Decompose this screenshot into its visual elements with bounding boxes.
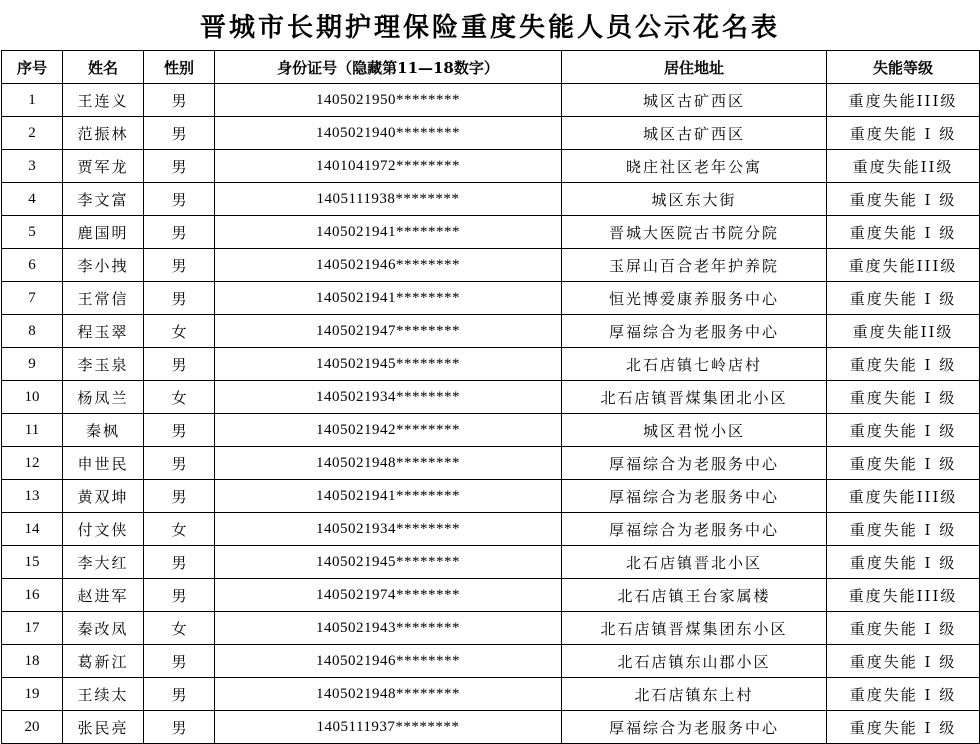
table-row — [2, 645, 980, 678]
table-row — [2, 447, 980, 480]
cell-id: 1405021948******** — [215, 447, 562, 480]
table-row — [2, 612, 980, 645]
cell-gender: 男 — [144, 249, 215, 282]
table-row — [2, 249, 980, 282]
cell-no: 13 — [2, 480, 63, 513]
cell-gender: 男 — [144, 480, 215, 513]
cell-no: 12 — [2, 447, 63, 480]
cell-address: 玉屏山百合老年护养院 — [562, 249, 827, 282]
cell-name: 秦改凤 — [63, 612, 144, 645]
cell-no: 19 — [2, 678, 63, 711]
cell-no: 15 — [2, 546, 63, 579]
table-row — [2, 348, 980, 381]
cell-level: 重度失能 I 级 — [827, 183, 980, 216]
cell-name: 鹿国明 — [63, 216, 144, 249]
table-row — [2, 315, 980, 348]
cell-no: 16 — [2, 579, 63, 612]
header-address: 居住地址 — [562, 51, 827, 84]
cell-level: 重度失能II级 — [827, 315, 980, 348]
table-row — [2, 150, 980, 183]
cell-address: 厚福综合为老服务中心 — [562, 480, 827, 513]
cell-address: 城区君悦小区 — [562, 414, 827, 447]
cell-level: 重度失能III级 — [827, 579, 980, 612]
cell-id: 1405021943******** — [215, 612, 562, 645]
table-row — [2, 513, 980, 546]
cell-gender: 女 — [144, 315, 215, 348]
document-title: 晋城市长期护理保险重度失能人员公示花名表 — [199, 12, 780, 43]
cell-level: 重度失能 I 级 — [827, 546, 980, 579]
cell-level: 重度失能 I 级 — [827, 348, 980, 381]
cell-name: 申世民 — [63, 447, 144, 480]
table-header-row — [2, 51, 980, 84]
cell-level: 重度失能 I 级 — [827, 678, 980, 711]
cell-id: 1405021945******** — [215, 348, 562, 381]
cell-name: 王连义 — [63, 84, 144, 117]
cell-level: 重度失能 I 级 — [827, 447, 980, 480]
cell-level: 重度失能 I 级 — [827, 381, 980, 414]
cell-gender: 女 — [144, 381, 215, 414]
cell-id: 1405021942******** — [215, 414, 562, 447]
cell-name: 李大红 — [63, 546, 144, 579]
cell-level: 重度失能 I 级 — [827, 282, 980, 315]
cell-no: 5 — [2, 216, 63, 249]
cell-level: 重度失能III级 — [827, 84, 980, 117]
table-row — [2, 282, 980, 315]
cell-address: 厚福综合为老服务中心 — [562, 447, 827, 480]
cell-address: 城区古矿西区 — [562, 117, 827, 150]
cell-gender: 男 — [144, 645, 215, 678]
cell-name: 李小拽 — [63, 249, 144, 282]
cell-name: 秦枫 — [63, 414, 144, 447]
cell-gender: 男 — [144, 117, 215, 150]
cell-address: 厚福综合为老服务中心 — [562, 513, 827, 546]
cell-no: 7 — [2, 282, 63, 315]
table-row — [2, 711, 980, 744]
cell-no: 2 — [2, 117, 63, 150]
cell-name: 杨凤兰 — [63, 381, 144, 414]
header-id: 身份证号（隐藏第11—18数字） — [215, 51, 562, 84]
header-level: 失能等级 — [827, 51, 980, 84]
cell-level: 重度失能 I 级 — [827, 513, 980, 546]
cell-gender: 男 — [144, 150, 215, 183]
table-row — [2, 117, 980, 150]
cell-name: 王常信 — [63, 282, 144, 315]
cell-gender: 男 — [144, 678, 215, 711]
table-row — [2, 183, 980, 216]
table-row — [2, 381, 980, 414]
cell-no: 20 — [2, 711, 63, 744]
cell-gender: 男 — [144, 711, 215, 744]
cell-no: 6 — [2, 249, 63, 282]
cell-no: 17 — [2, 612, 63, 645]
cell-level: 重度失能 I 级 — [827, 414, 980, 447]
cell-address: 厚福综合为老服务中心 — [562, 315, 827, 348]
cell-no: 11 — [2, 414, 63, 447]
cell-no: 4 — [2, 183, 63, 216]
cell-name: 付文侠 — [63, 513, 144, 546]
cell-address: 北石店镇东山郡小区 — [562, 645, 827, 678]
table-row — [2, 579, 980, 612]
cell-id: 1405021940******** — [215, 117, 562, 150]
table-row — [2, 216, 980, 249]
cell-level: 重度失能 I 级 — [827, 645, 980, 678]
cell-id: 1405021946******** — [215, 249, 562, 282]
cell-name: 王续太 — [63, 678, 144, 711]
cell-id: 1405021945******** — [215, 546, 562, 579]
cell-gender: 男 — [144, 546, 215, 579]
cell-address: 城区古矿西区 — [562, 84, 827, 117]
cell-level: 重度失能 I 级 — [827, 711, 980, 744]
cell-gender: 男 — [144, 84, 215, 117]
cell-address: 晓庄社区老年公寓 — [562, 150, 827, 183]
cell-level: 重度失能 I 级 — [827, 117, 980, 150]
cell-address: 城区东大街 — [562, 183, 827, 216]
cell-name: 赵进军 — [63, 579, 144, 612]
table-row — [2, 480, 980, 513]
cell-address: 北石店镇七岭店村 — [562, 348, 827, 381]
cell-id: 1401041972******** — [215, 150, 562, 183]
cell-id: 1405021941******** — [215, 480, 562, 513]
cell-id: 1405021948******** — [215, 678, 562, 711]
cell-id: 1405021941******** — [215, 216, 562, 249]
cell-id: 1405111937******** — [215, 711, 562, 744]
cell-id: 1405021941******** — [215, 282, 562, 315]
cell-address: 北石店镇晋北小区 — [562, 546, 827, 579]
cell-address: 北石店镇王台家属楼 — [562, 579, 827, 612]
roster-table — [1, 50, 980, 744]
table-row — [2, 546, 980, 579]
cell-no: 10 — [2, 381, 63, 414]
cell-id: 1405021947******** — [215, 315, 562, 348]
cell-id: 1405021974******** — [215, 579, 562, 612]
cell-name: 李玉泉 — [63, 348, 144, 381]
cell-name: 范振林 — [63, 117, 144, 150]
cell-gender: 女 — [144, 612, 215, 645]
cell-address: 北石店镇东上村 — [562, 678, 827, 711]
cell-name: 贾军龙 — [63, 150, 144, 183]
header-no: 序号 — [2, 51, 63, 84]
cell-no: 1 — [2, 84, 63, 117]
header-gender: 性别 — [144, 51, 215, 84]
cell-gender: 男 — [144, 183, 215, 216]
cell-no: 8 — [2, 315, 63, 348]
cell-name: 葛新江 — [63, 645, 144, 678]
cell-id: 1405021934******** — [215, 381, 562, 414]
cell-name: 张民亮 — [63, 711, 144, 744]
cell-address: 恒光博爱康养服务中心 — [562, 282, 827, 315]
cell-name: 李文富 — [63, 183, 144, 216]
cell-id: 1405021946******** — [215, 645, 562, 678]
cell-gender: 男 — [144, 216, 215, 249]
cell-no: 3 — [2, 150, 63, 183]
cell-gender: 男 — [144, 447, 215, 480]
cell-gender: 男 — [144, 414, 215, 447]
table-row — [2, 84, 980, 117]
cell-level: 重度失能III级 — [827, 480, 980, 513]
cell-address: 晋城大医院古书院分院 — [562, 216, 827, 249]
cell-address: 北石店镇晋煤集团北小区 — [562, 381, 827, 414]
cell-level: 重度失能 I 级 — [827, 216, 980, 249]
cell-no: 18 — [2, 645, 63, 678]
cell-id: 1405111938******** — [215, 183, 562, 216]
cell-level: 重度失能 I 级 — [827, 612, 980, 645]
cell-level: 重度失能III级 — [827, 249, 980, 282]
cell-level: 重度失能II级 — [827, 150, 980, 183]
cell-gender: 男 — [144, 348, 215, 381]
cell-gender: 女 — [144, 513, 215, 546]
cell-gender: 男 — [144, 579, 215, 612]
table-row — [2, 678, 980, 711]
cell-id: 1405021950******** — [215, 84, 562, 117]
cell-name: 黄双坤 — [63, 480, 144, 513]
cell-no: 14 — [2, 513, 63, 546]
cell-name: 程玉翠 — [63, 315, 144, 348]
cell-id: 1405021934******** — [215, 513, 562, 546]
header-name: 姓名 — [63, 51, 144, 84]
table-row — [2, 414, 980, 447]
cell-no: 9 — [2, 348, 63, 381]
cell-address: 北石店镇晋煤集团东小区 — [562, 612, 827, 645]
cell-address: 厚福综合为老服务中心 — [562, 711, 827, 744]
cell-gender: 男 — [144, 282, 215, 315]
